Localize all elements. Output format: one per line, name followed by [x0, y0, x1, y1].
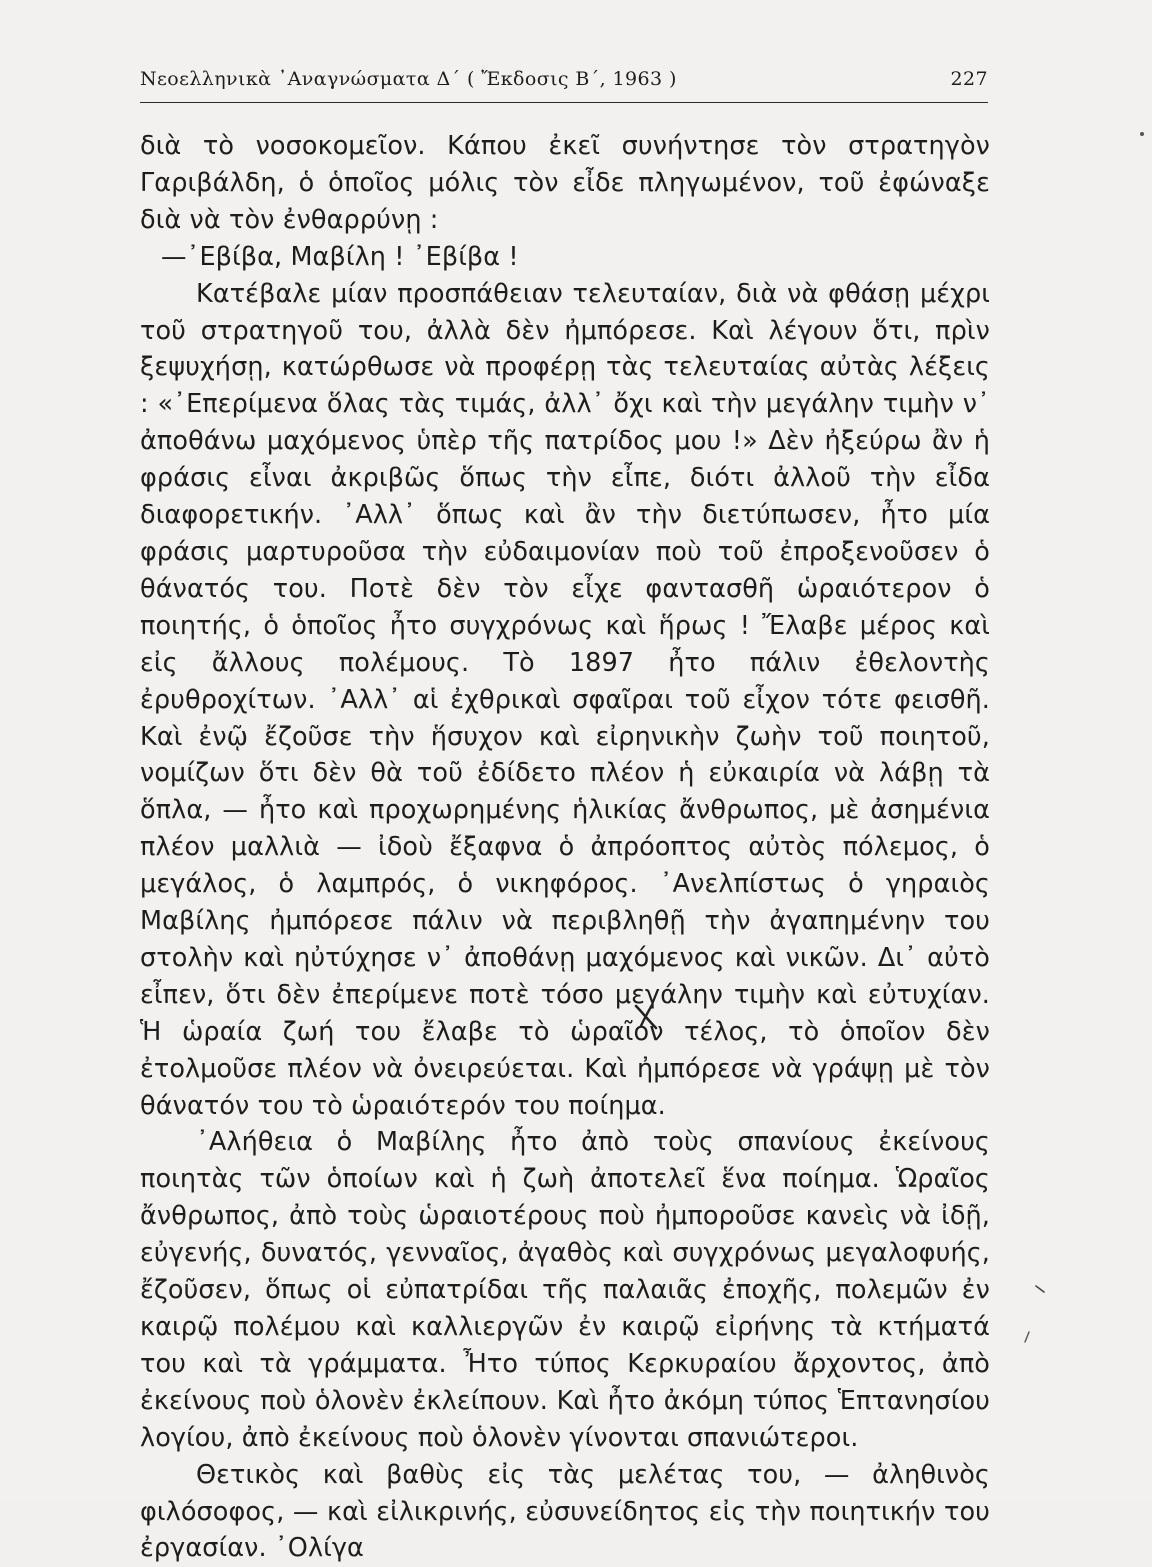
stray-mark-icon — [1034, 1283, 1048, 1297]
handwritten-x-mark-icon — [632, 1002, 662, 1030]
running-header — [140, 62, 988, 103]
page-number: 227 — [950, 68, 988, 90]
paragraph: ᾿Αλήθεια ὁ Μαβίλης ἦτο ἀπὸ τοὺς σπανίους ἐκείνους ποιητὰς τῶν ὁποίων καὶ ἡ ζωὴ ἀποτελεῖ ἕνα ποίημα. Ὡραῖος ἄνθρωπος, ἀπὸ τοὺς ὡραιοτέρους ποὺ ἠμποροῦσε κανεὶς νὰ ἰδῇ, εὐγενής, δυνατός, γενναῖος, ἀγαθὸς καὶ συγχρόνως μεγαλοφυής, ἔζοῦσεν, ὅπως οἱ εὐπατρίδαι τῆς παλαιᾶς ἐποχῆς, πολεμῶν ἐν καιρῷ πολέμου καὶ καλλιεργῶν ἐν καιρῷ εἰρήνης τὰ κτήματά του καὶ τὰ γράμματα. Ἦτο τύπος Κερκυραίου ἄρχοντος, ἀπὸ ἐκείνους ποὺ ὁλονὲν ἐκλείπουν. Καὶ ἦτο ἀκόμη τύπος Ἑπτανησίου λογίου, ἀπὸ ἐκείνους ποὺ ὁλονὲν γίνονται σπανιώτεροι. — [140, 1127, 990, 1453]
paragraph: Θετικὸς καὶ βαθὺς εἰς τὰς μελέτας του, — ἀληθινὸς φιλόσοφος, — καὶ εἰλικρινής, εὐσυνείδητος εἰς τὴν ποιητικήν του ἐργασίαν. ᾿Ολίγα — [140, 1459, 990, 1564]
paragraph: διὰ τὸ νοσοκομεῖον. Κάπου ἐκεῖ συνήντησε τὸν στρατηγὸν Γαριβάλδη, ὁ ὁποῖος μόλις τὸν εἶδε πληγωμένον, τοῦ ἐφώναξε διὰ νὰ τὸν ἐνθαρρύνῃ : — [140, 131, 990, 235]
stray-mark-icon — [1136, 128, 1150, 142]
body-text — [140, 128, 990, 1567]
stray-mark-icon — [1020, 1330, 1034, 1344]
paragraph-dialogue: —᾿Εβίβα, Μαβίλη ! ᾿Εβίβα ! — [161, 241, 519, 272]
paragraph: Κατέβαλε μίαν προσπάθειαν τελευταίαν, διὰ νὰ φθάσῃ μέχρι τοῦ στρατηγοῦ του, ἀλλὰ δὲν ἠμπόρεσε. Καὶ λέγουν ὅτι, πρὶν ξεψυχήσῃ, κατώρθωσε νὰ προφέρῃ τὰς τελευταίας αὐτὰς λέξεις : «᾿Επερίμενα ὅλας τὰς τιμάς, ἀλλ᾿ ὄχι καὶ τὴν μεγάλην τιμὴν ν᾿ ἀποθάνω μαχόμενος ὑπὲρ τῆς πατρίδος μου !» Δὲν ἠξεύρω ἂν ἡ φράσις εἶναι ἀκριβῶς ὅπως τὴν εἶπε, διότι ἀλλοῦ τὴν εἶδα διαφορετικήν. ᾿Αλλ᾿ ὅπως καὶ ἂν τὴν διετύπωσεν, ἦτο μία φράσις μαρτυροῦσα τὴν εὐδαιμονίαν ποὺ τοῦ ἐπροξενοῦσεν ὁ θάνατός του. Ποτὲ δὲν τὸν εἶχε φαντασθῆ ὡραιότερον ὁ ποιητής, ὁ ὁποῖος ἦτο συγχρόνως καὶ ἥρως ! Ἔλαβε μέρος καὶ εἰς ἄλλους πολέμους. Τὸ 1897 ἦτο πάλιν ἐθελοντὴς ἐρυθροχίτων. ᾿Αλλ᾿ αἱ ἐχθρικαὶ σφαῖραι τοῦ εἶχον τότε φεισθῆ. Καὶ ἐνῷ ἔζοῦσε τὴν ἥσυχον καὶ εἰρηνικὴν ζωὴν τοῦ ποιητοῦ, νομίζων ὅτι δὲν θὰ τοῦ ἐδίδετο πλέον ἡ εὐκαιρία νὰ λάβῃ τὰ ὅπλα, — ἦτο καὶ προχωρημένης ἡλικίας ἄνθρωπος, μὲ ἀσημένια πλέον μαλλιὰ — ἰδοὺ ἔξαφνα ὁ ἀπρόοπτος αὐτὸς πόλεμος, ὁ μεγάλος, ὁ λαμπρός, ὁ νικηφόρος. ᾿Ανελπίστως ὁ γηραιὸς Μαβίλης ἠμπόρεσε πάλιν νὰ περιβληθῇ τὴν ἀγαπημένην του στολὴν καὶ ηὐτύχησε ν᾿ ἀποθάνῃ μαχόμενος καὶ νικῶν. Δι᾿ αὐτὸ εἶπεν, ὅτι δὲν ἐπερίμενε ποτὲ τόσο μεγάλην τιμὴν καὶ εὐτυχίαν. Ἡ ὡραία ζωή του ἔλαβε τὸ ὡραῖον τέλος, τὸ ὁποῖον δὲν ἐτολμοῦσε πλέον νὰ ὀνειρεύεται. Καὶ ἠμπόρεσε νὰ γράψῃ μὲ τὸν θάνατόν του τὸ ὡραιότερόν του ποίημα. — [140, 278, 990, 1121]
header-title: Νεοελληνικὰ ᾿Αναγνώσματα Δ΄ ( Ἔκδοσις Β΄, 1963 ) — [140, 68, 677, 90]
